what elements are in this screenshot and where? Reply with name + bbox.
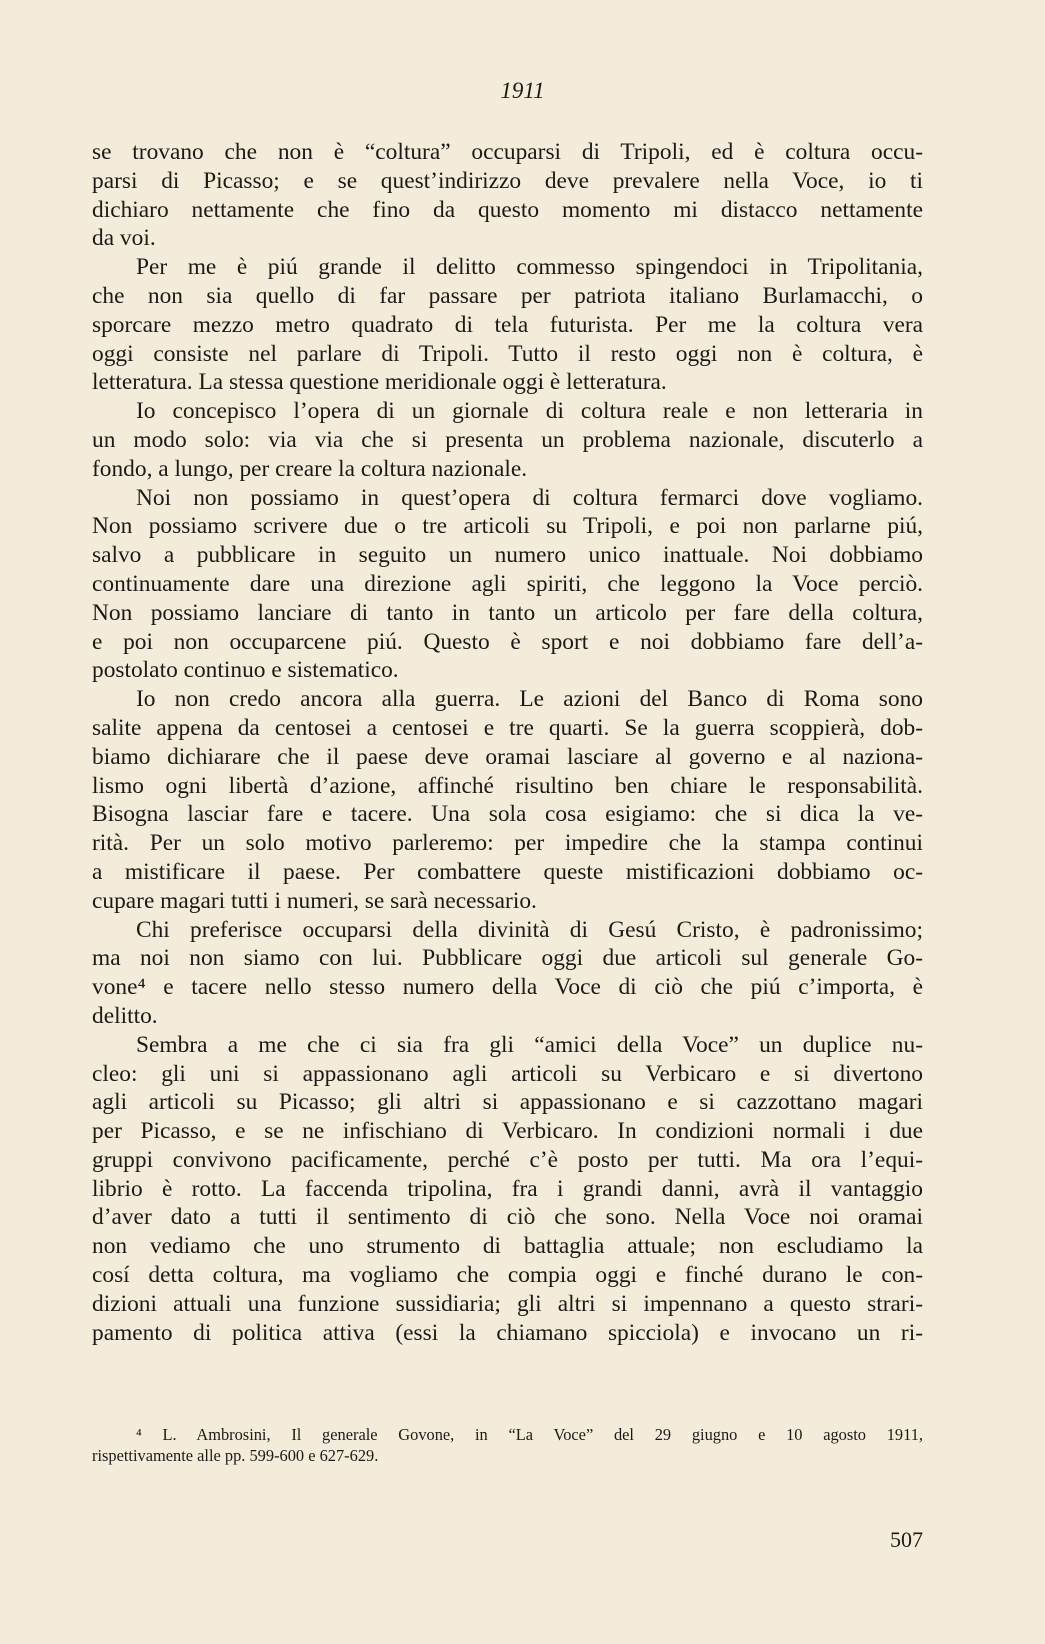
text-line: Chi preferisce occuparsi della divinità di Gesú Cristo, è padronissimo; — [136, 916, 923, 943]
text-line: cupare magari tutti i numeri, se sarà necessario. — [92, 887, 537, 914]
text-line: Io non credo ancora alla guerra. Le azioni del Banco di Roma sono — [136, 686, 923, 713]
text-line: Sembra a me che ci sia fra gli “amici della Voce” un duplice nu- — [136, 1031, 923, 1058]
text-line: d’aver dato a tutti il sentimento di ciò che sono. Nella Voce noi oramai — [92, 1204, 923, 1231]
text-line: per Picasso, e se ne infischiano di Verbicaro. In condizioni normali i due — [92, 1118, 923, 1145]
running-head: 1911 — [500, 78, 545, 103]
text-line: Bisogna lasciar fare e tacere. Una sola cosa esigiamo: che si dica la ve- — [92, 801, 923, 828]
footnote — [92, 1424, 923, 1466]
text-line: salite appena da centosei a centosei e tre quarti. Se la guerra scoppierà, dob- — [92, 714, 923, 741]
text-line: salvo a pubblicare in seguito un numero unico inattuale. Noi dobbiamo — [92, 542, 923, 569]
text-line: Non possiamo scrivere due o tre articoli su Tripoli, e poi non parlarne piú, — [92, 513, 923, 540]
text-line: cleo: gli uni si appassionano agli articoli su Verbicaro e si divertono — [92, 1060, 923, 1087]
text-line: Noi non possiamo in quest’opera di coltura fermarci dove vogliamo. — [136, 484, 923, 511]
text-line: postolato continuo e sistematico. — [92, 657, 399, 684]
text-line: Io concepisco l’opera di un giornale di coltura reale e non letteraria in — [136, 398, 923, 425]
footnote-line: ⁴ L. Ambrosini, Il generale Govone, in “La Voce” del 29 giugno e 10 agosto 1911, — [136, 1425, 923, 1444]
text-line: fondo, a lungo, per creare la coltura nazionale. — [92, 455, 528, 482]
text-line: pamento di politica attiva (essi la chiamano spicciola) e invocano un ri- — [92, 1319, 923, 1346]
text-line: cosí detta coltura, ma vogliamo che compia oggi e finché durano le con- — [92, 1262, 923, 1289]
text-line: agli articoli su Picasso; gli altri si appassionano e si cazzottano magari — [92, 1089, 923, 1116]
text-line: letteratura. La stessa questione meridionale oggi è letteratura. — [92, 369, 667, 396]
text-line: da voi. — [92, 225, 156, 252]
footnote-line: rispettivamente alle pp. 599-600 e 627-629. — [92, 1446, 379, 1465]
text-line: delitto. — [92, 1002, 158, 1029]
text-line: dizioni attuali una funzione sussidiaria; gli altri si impennano a questo strari- — [92, 1290, 923, 1317]
text-line: a mistificare il paese. Per combattere queste mistificazioni dobbiamo oc- — [92, 858, 923, 885]
text-line: lismo ogni libertà d’azione, affinché risultino ben chiare le responsabilità. — [92, 772, 923, 799]
text-line: biamo dichiarare che il paese deve oramai lasciare al governo e al naziona- — [92, 743, 923, 770]
body-text — [92, 138, 923, 1347]
text-line: parsi di Picasso; e se quest’indirizzo deve prevalere nella Voce, io ti — [92, 167, 923, 194]
text-line: che non sia quello di far passare per patriota italiano Burlamacchi, o — [92, 282, 923, 309]
text-line: e poi non occuparcene piú. Questo è sport e noi dobbiamo fare dell’a- — [92, 628, 923, 655]
text-line: librio è rotto. La faccenda tripolina, fra i grandi danni, avrà il vantaggio — [92, 1175, 923, 1202]
text-line: rità. Per un solo motivo parleremo: per impedire che la stampa continui — [92, 830, 923, 857]
text-line: continuamente dare una direzione agli spiriti, che leggono la Voce perciò. — [92, 570, 923, 597]
text-line: se trovano che non è “coltura” occuparsi di Tripoli, ed è coltura occu- — [92, 139, 923, 165]
text-line: ma noi non siamo con lui. Pubblicare oggi due articoli sul generale Go- — [92, 945, 923, 972]
text-line: non vediamo che uno strumento di battaglia attuale; non escludiamo la — [92, 1233, 923, 1260]
page-number: 507 — [890, 1527, 923, 1552]
text-line: un modo solo: via via che si presenta un problema nazionale, discuterlo a — [92, 426, 923, 453]
text-line: Non possiamo lanciare di tanto in tanto un articolo per fare della coltura, — [92, 599, 923, 626]
text-line: dichiaro nettamente che fino da questo momento mi distacco nettamente — [92, 196, 923, 223]
text-line: sporcare mezzo metro quadrato di tela futurista. Per me la coltura vera — [92, 311, 923, 338]
text-line: Per me è piú grande il delitto commesso spingendoci in Tripolitania, — [136, 254, 923, 281]
text-line: oggi consiste nel parlare di Tripoli. Tutto il resto oggi non è coltura, è — [92, 340, 923, 367]
text-line: vone⁴ e tacere nello stesso numero della Voce di ciò che piú c’importa, è — [92, 974, 923, 1001]
text-line: gruppi convivono pacificamente, perché c’è posto per tutti. Ma ora l’equi- — [92, 1146, 923, 1173]
